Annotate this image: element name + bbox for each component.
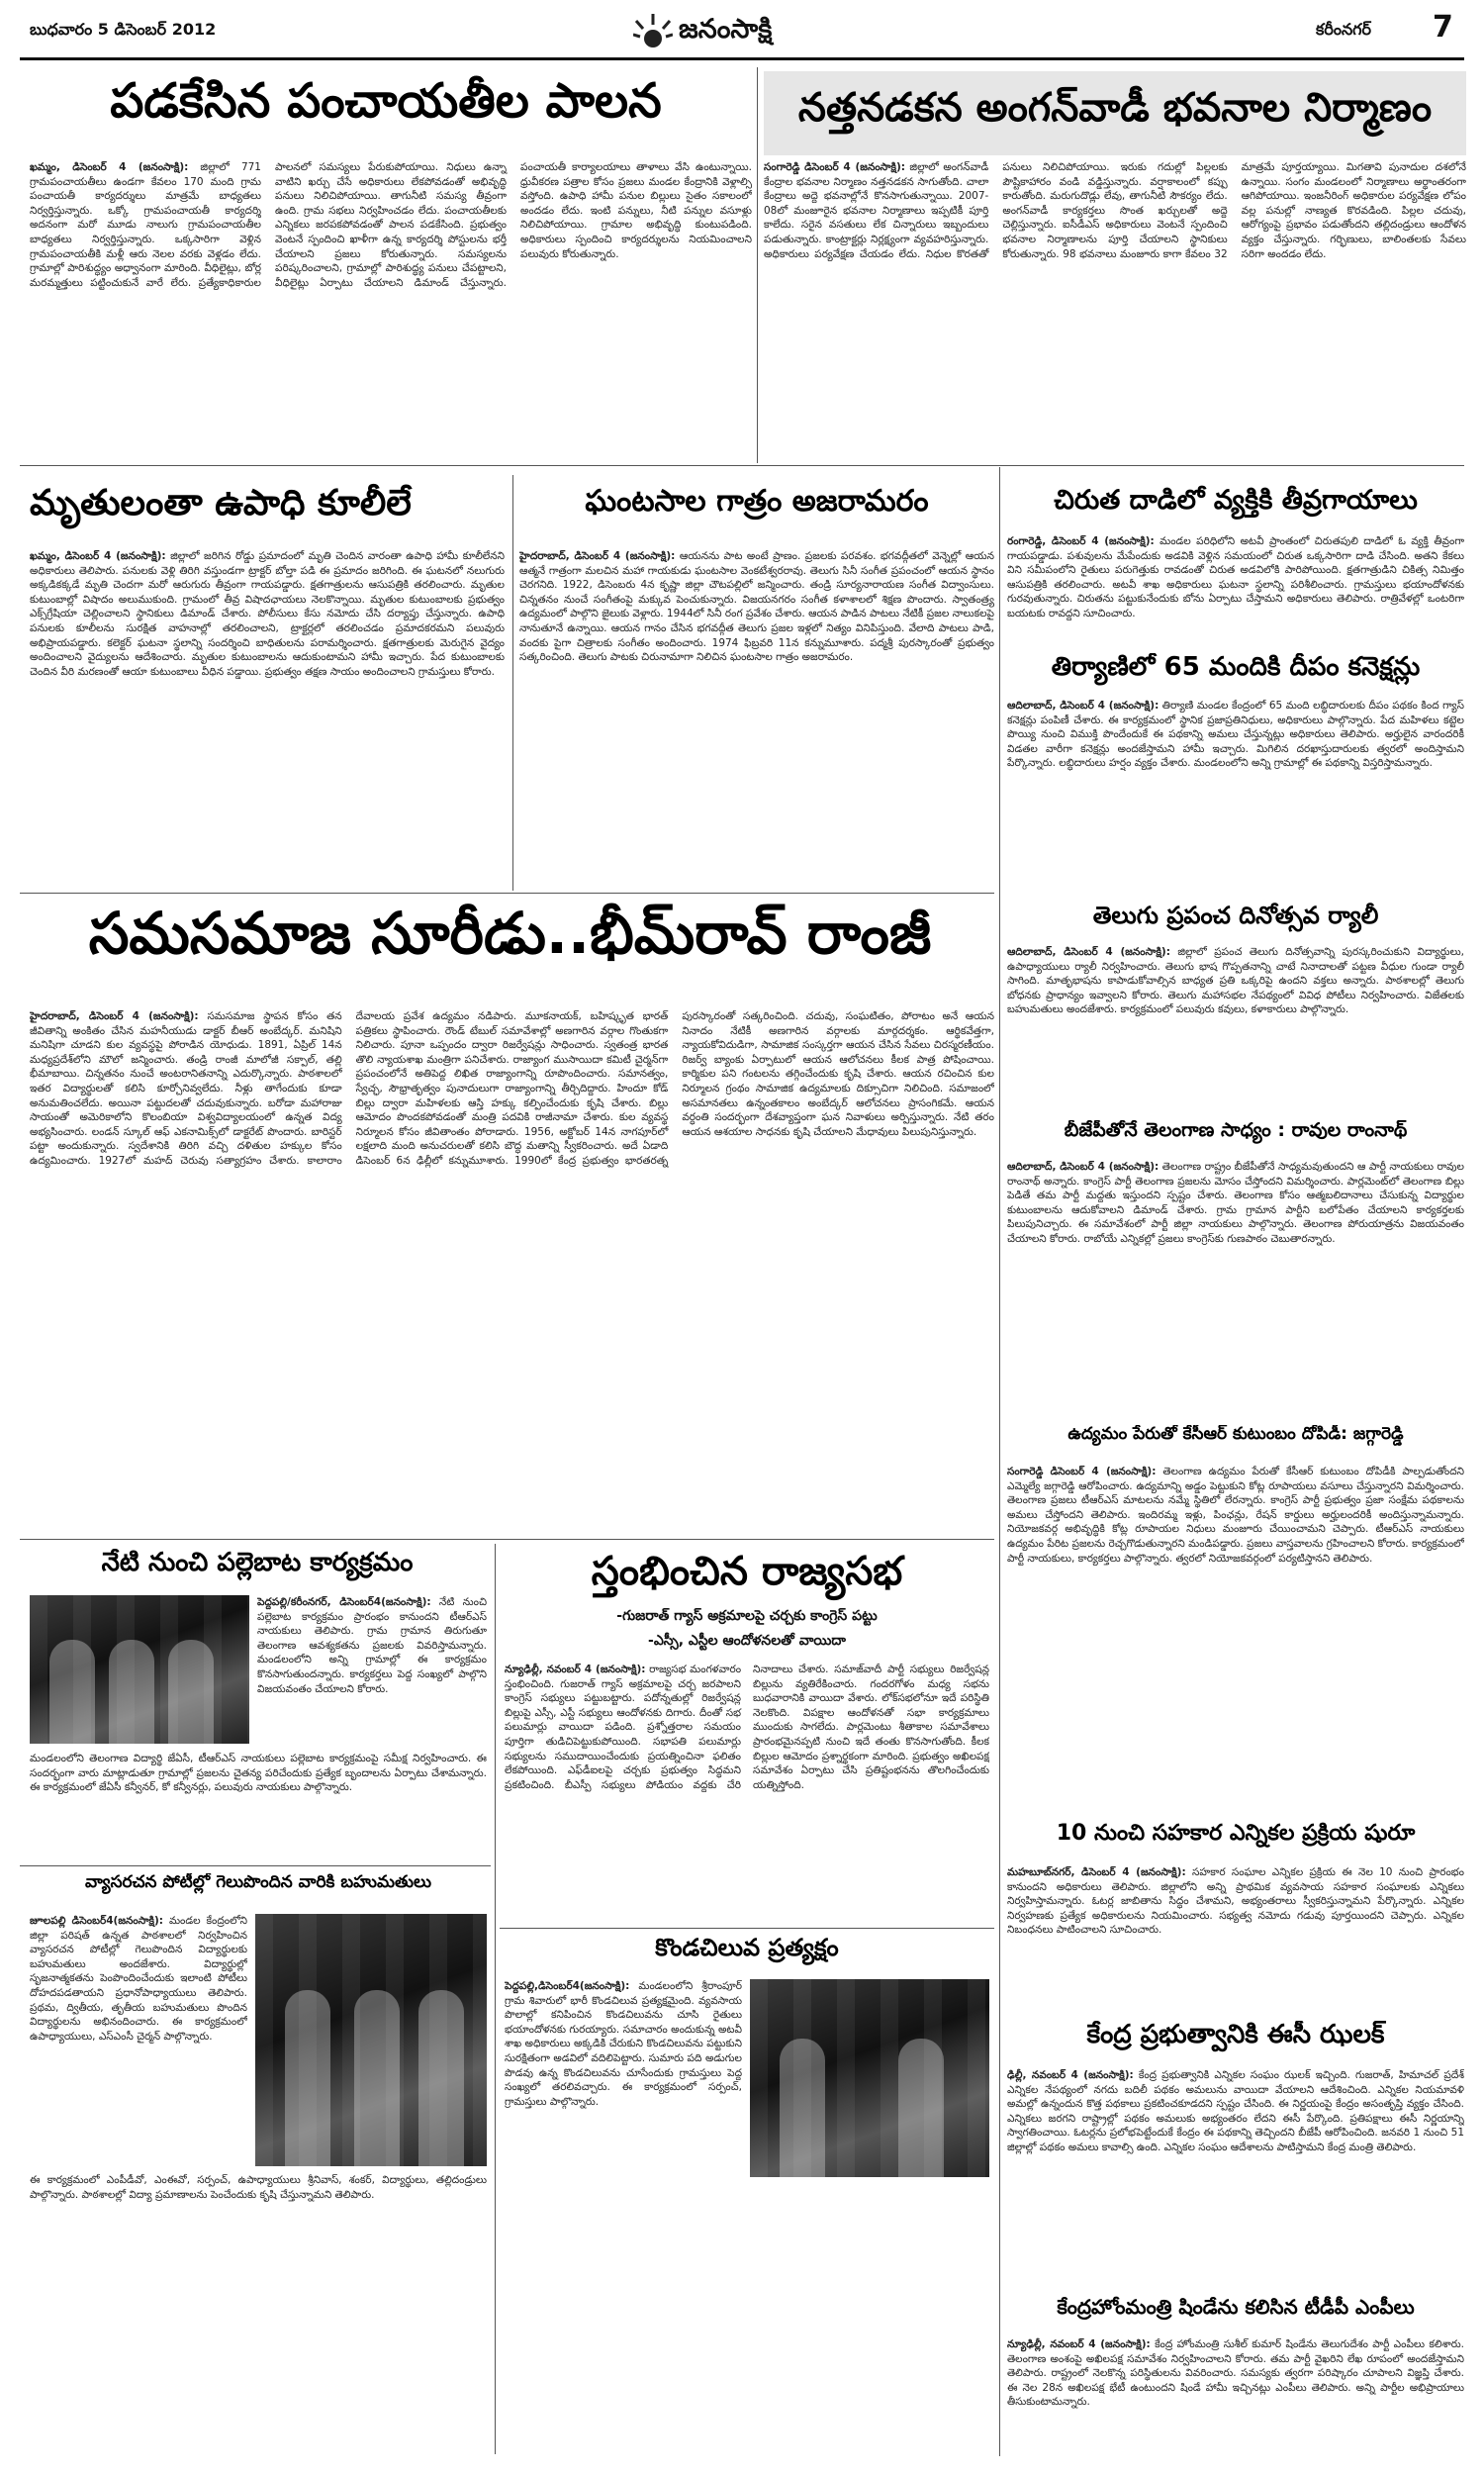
article-headline: పడకేసిన పంచాయతీల పాలన (110, 74, 662, 129)
article-text: జిల్లాలో ప్రపంచ తెలుగు దినోత్సవాన్ని పురస్కరించుకుని విద్యార్థులు, ఉపాధ్యాయులు ర్యాలీ నిర్వహించారు. తెలుగు భాష గొప్పతనాన్ని చాటే నినాదాలతో పట్టణ వీధుల గుండా ర్యాలీ సాగింది. మాతృభాషను కాపాడుకోవాల్సిన బాధ్యత ప్రతి ఒక్కరిపై ఉందని వక్తలు అన్నారు. పాఠశాలల్లో తెలుగు బోధనకు ప్రాధాన్యం ఇవ్వాలని కోరారు. తెలుగు మహాసభల నేపథ్యంలో వివిధ పోటీలు నిర్వహించారు. విజేతలకు బహుమతులు అందజేశారు. కార్యక్రమంలో పలువురు కవులు, కళాకారులు పాల్గొన్నారు. (1007, 946, 1464, 1016)
article-text: జిల్లాలో 771 గ్రామపంచాయతీలు ఉండగా కేవలం 170 మంది గ్రామ పంచాయతీ కార్యదర్శులు మాత్రమే బాధ్యతలు నిర్వర్తిస్తున్నారు. ఒక్కో గ్రామపంచాయతీ కార్యదర్శి అదనంగా మరో మూడు నాలుగు గ్రామపంచాయతీల బాధ్యతలు నిర్వర్తిస్తున్నారు. ఒక్కసారిగా వెళ్లిన గ్రామపంచాయతీకి మళ్లీ ఆరు నెలల వరకు వెళ్లడం లేదు. గ్రామాల్లో పారిశుద్ధ్యం అధ్వానంగా మారింది. వీధిలైట్లు, బోర్ల మరమ్మత్తులు పట్టించుకునే వారే లేరు. ప్రత్యేకాధికారుల పాలనలో సమస్యలు పేరుకుపోయాయి. నిధులు ఉన్నా వాటిని ఖర్చు చేసే అధికారులు లేకపోవడంతో అభివృద్ధి పనులు నిలిచిపోయాయి. తాగునీటి సమస్య తీవ్రంగా ఉంది. గ్రామ సభలు నిర్వహించడం లేదు. పంచాయతీలకు ఎన్నికలు జరపకపోవడంతో పాలన పడకేసింది. ప్రభుత్వం వెంటనే స్పందించి ఖాళీగా ఉన్న కార్యదర్శి పోస్టులను భర్తీ చేయాలని ప్రజలు కోరుతున్నారు. సమస్యలను పరిష్కరించాలని, గ్రామాల్లో పారిశుద్ధ్య పనులు చేపట్టాలని, వీధిలైట్లు ఏర్పాటు చేయాలని డిమాండ్ చేస్తున్నారు. పంచాయతీ కార్యాలయాలు తాళాలు వేసి ఉంటున్నాయి. ధ్రువీకరణ పత్రాల కోసం ప్రజలు మండల కేంద్రానికి వెళ్లాల్సి వస్తోంది. ఉపాధి హామీ పనుల బిల్లులు సైతం సకాలంలో అందడం లేదు. ఇంటి పన్నులు, నీటి పన్నుల వసూళ్లు నిలిచిపోయాయి. గ్రామాల అభివృద్ధి కుంటుపడింది. అధికారులు స్పందించి కార్యదర్శులను నియమించాలని పలువురు కోరుతున్నారు. (30, 161, 752, 289)
article-text: తెలంగాణ ఉద్యమం పేరుతో కేసీఆర్ కుటుంబం దోపిడీకి పాల్పడుతోందని ఎమ్మెల్యే జగ్గారెడ్డి ఆరోపించారు. ఉద్యమాన్ని అడ్డం పెట్టుకుని కోట్ల రూపాయలు వసూలు చేస్తున్నారని విమర్శించారు. తెలంగాణ ప్రజలు టీఆర్ఎస్ మాటలను నమ్మే స్థితిలో లేరన్నారు. కాంగ్రెస్ పార్టీ ప్రభుత్వం ప్రజా సంక్షేమ పథకాలను అమలు చేస్తోందని తెలిపారు. ఇందిరమ్మ ఇళ్లు, పింఛన్లు, రేషన్ కార్డులు అర్హులందరికీ అందిస్తున్నామన్నారు. నియోజకవర్గ అభివృద్ధికి కోట్ల రూపాయల నిధులు మంజూరు చేయించామని చెప్పారు. టీఆర్ఎస్ నాయకులు ఉద్యమం పేరిట ప్రజలను రెచ్చగొడుతున్నారని మండిపడ్డారు. ప్రజలు వాస్తవాలను గ్రహించాలని కోరారు. కార్యక్రమంలో పార్టీ నాయకులు, కార్యకర్తలు పాల్గొన్నారు. త్వరలో నియోజకవర్గంలో పర్యటిస్తానని తెలిపారు. (1007, 1466, 1464, 1565)
page-number: 7 (1433, 10, 1453, 45)
article-headline: నేటి నుంచి పల్లెబాట కార్యక్రమం (101, 1549, 414, 1577)
article-body (257, 1595, 487, 1746)
article-dateline: ఆదిలాబాద్, డిసెంబర్ 4 (జనంసాక్షి): (1007, 946, 1170, 958)
article-text: మండల పరిధిలోని అటవీ ప్రాంతంలో చిరుతపులి దాడిలో ఓ వ్యక్తి తీవ్రంగా గాయపడ్డాడు. పశువులను మేపేందుకు అడవికి వెళ్లిన సమయంలో చిరుత ఒక్కసారిగా దాడి చేసింది. అతని కేకలు విని సమీపంలోని రైతులు పరుగెత్తుకు రావడంతో చిరుత అడవిలోకి పారిపోయింది. క్షతగాత్రుడిని చికిత్స నిమిత్తం ఆసుపత్రికి తరలించారు. అటవీ శాఖ అధికారులు ఘటనా స్థలాన్ని పరిశీలించారు. గ్రామస్తులు భయాందోళనకు గురవుతున్నారు. చిరుతను పట్టుకునేందుకు బోను ఏర్పాటు చేస్తామని అధికారులు తెలిపారు. రాత్రివేళల్లో ఒంటరిగా బయటకు రావద్దని సూచించారు. (1007, 535, 1464, 619)
section-rule (20, 893, 994, 894)
article-body (1007, 534, 1464, 645)
article-dateline: ఆదిలాబాద్, డిసెంబర్ 4 (జనంసాక్షి): (1007, 1161, 1159, 1173)
article-dateline: ఢిల్లీ, నవంబర్ 4 (జనంసాక్షి): (1007, 2069, 1134, 2081)
article-dateline: ఖమ్మం, డిసెంబర్ 4 (జనంసాక్షి): (30, 550, 166, 562)
article-text: తెలంగాణ రాష్ట్రం బీజేపీతోనే సాధ్యమవుతుందని ఆ పార్టీ నాయకులు రావుల రాంనాథ్ అన్నారు. కాంగ్రెస్ పార్టీ తెలంగాణ ప్రజలను మోసం చేస్తోందని విమర్శించారు. పార్లమెంట్‌లో తెలంగాణ బిల్లు పెడితే తమ పార్టీ మద్దతు ఇస్తుందని స్పష్టం చేశారు. తెలంగాణ కోసం ఆత్మబలిదానాలు చేసుకున్న విద్యార్థుల కుటుంబాలను ఆదుకోవాలని డిమాండ్ చేశారు. గ్రామ గ్రామాన పార్టీని బలోపేతం చేయాలని కార్యకర్తలకు పిలుపునిచ్చారు. ఈ సమావేశంలో పార్టీ జిల్లా నాయకులు పాల్గొన్నారు. తెలంగాణ పోరుయాత్రను విజయవంతం చేయాలని కోరారు. రాబోయే ఎన్నికల్లో ప్రజలు కాంగ్రెస్‌కు గుణపాఠం చెబుతారన్నారు. (1007, 1161, 1464, 1245)
article-text: మండల కేంద్రంలోని జిల్లా పరిషత్ ఉన్నత పాఠశాలలో నిర్వహించిన వ్యాసరచన పోటీల్లో గెలుపొందిన విద్యార్థులకు బహుమతులు అందజేశారు. విద్యార్థుల్లో సృజనాత్మకతను పెంపొందించేందుకు ఇలాంటి పోటీలు దోహదపడతాయని ప్రధానోపాధ్యాయులు తెలిపారు. ప్రథమ, ద్వితీయ, తృతీయ బహుమతులు పొందిన విద్యార్థులను అభినందించారు. ఈ కార్యక్రమంలో ఉపాధ్యాయులు, ఎస్‌ఎంసీ చైర్మన్ పాల్గొన్నారు. (30, 1915, 247, 2043)
article-body (30, 1914, 247, 2171)
article-text: సహకార సంఘాల ఎన్నికల ప్రక్రియ ఈ నెల 10 నుంచి ప్రారంభం కానుందని అధికారులు తెలిపారు. జిల్లాలోని అన్ని ప్రాథమిక వ్యవసాయ సహకార సంఘాలకు ఎన్నికలు నిర్వహిస్తామన్నారు. ఓటర్ల జాబితాను సిద్ధం చేశామని, అభ్యంతరాలు స్వీకరిస్తున్నామని పేర్కొన్నారు. ఎన్నికల నిర్వహణకు ప్రత్యేక అధికారులను నియమించారు. సభ్యత్వ నమోదు గడువు పూర్తయిందని చెప్పారు. ఎన్నికల నిబంధనలు పాటించాలని సూచించారు. (1007, 1866, 1464, 1937)
article-headline: కేంద్ర ప్రభుత్వానికి ఈసీ ఝలక్ (1086, 2021, 1385, 2049)
article-text: కేంద్ర ప్రభుత్వానికి ఎన్నికల సంఘం ఝలక్ ఇచ్చింది. గుజరాత్, హిమాచల్ ప్రదేశ్ ఎన్నికల నేపథ్యంలో నగదు బదిలీ పథకం అమలును వాయిదా వేయాలని ఆదేశించింది. ఎన్నికల నియమావళి అమల్లో ఉన్నందున కొత్త పథకాలు ప్రకటించకూడదని స్పష్టం చేసింది. ఈ నిర్ణయంపై కేంద్రం అసంతృప్తి వ్యక్తం చేసింది. ఎన్నికలు జరగని రాష్ట్రాల్లో పథకం అమలుకు అభ్యంతరం లేదని ఈసీ పేర్కొంది. ప్రతిపక్షాలు ఈసీ నిర్ణయాన్ని స్వాగతించాయి. ఓటర్లను ప్రలోభపెట్టేందుకే కేంద్రం ఈ పథకాన్ని తెచ్చిందని బీజేపీ ఆరోపించింది. జనవరి 1 నుంచి 51 జిల్లాల్లో పథకం అమలు కావాల్సి ఉంది. ఎన్నికల సంఘం ఆదేశాలను పాటిస్తామని కేంద్ర మంత్రి తెలిపారు. (1007, 2069, 1464, 2153)
article-dateline: పెద్దపల్లి,డిసెంబర్4(జనంసాక్షి): (505, 1980, 630, 1992)
article-body-continued: మండలంలోని తెలంగాణ విద్యార్థి జేఏసీ, టీఆర్ఎస్ నాయకులు పల్లెబాట కార్యక్రమంపై సమీక్ష నిర్వహించారు. ఈ సందర్భంగా వారు మాట్లాడుతూ గ్రామాల్లో ప్రజలను చైతన్య పరిచేందుకు ప్రత్యేక బృందాలను ఏర్పాటు చేశామన్నారు. ఈ కార్యక్రమంలో జేఏసీ కన్వీనర్, కో కన్వీనర్లు, పలువురు నాయకులు పాల్గొన్నారు. (30, 1753, 487, 1794)
paper-name: జనంసాక్షి (679, 14, 773, 45)
article-headline: 10 నుంచి సహకార ఎన్నికల ప్రక్రియ షురూ (1056, 1821, 1416, 1846)
article-headline: ఘంటసాల గాత్రం అజరామరం (585, 485, 929, 519)
article-body (505, 1979, 742, 2258)
article-dateline: మహబూబ్‌నగర్, డిసెంబర్ 4 (జనంసాక్షి): (1007, 1866, 1186, 1878)
masthead-rule (20, 57, 1464, 60)
article-body (30, 1009, 994, 1534)
article-dateline: సంగారెడ్డి డిసెంబర్ 4 (జనంసాక్షి): (764, 161, 905, 173)
column-divider (512, 475, 513, 891)
article-body (1007, 699, 1464, 897)
prize-distribution-photo (255, 1914, 487, 2166)
article-headline: కేంద్రహోంమంత్రి షిండేను కలిసిన టీడీపీ ఎంపీలు (1057, 2296, 1415, 2319)
article-text: జిల్లాలో అంగన్‌వాడీ కేంద్రాల భవనాల నిర్మాణం నత్తనడకన సాగుతోంది. చాలా కేంద్రాలు అద్దె భవనాల్లోనే కొనసాగుతున్నాయి. 2007-08లో మంజూరైన భవనాల నిర్మాణాలు ఇప్పటికీ పూర్తి కాలేదు. సరైన వసతులు లేక చిన్నారులు ఇబ్బందులు పడుతున్నారు. కాంట్రాక్టర్లు నిర్లక్ష్యంగా వ్యవహరిస్తున్నారు. అధికారులు పర్యవేక్షణ చేయడం లేదు. నిధుల కొరతతో పనులు నిలిచిపోయాయి. ఇరుకు గదుల్లో పిల్లలకు పౌష్టికాహారం వండి వడ్డిస్తున్నారు. వర్షాకాలంలో కప్పు కారుతోంది. మరుగుదొడ్లు లేవు, తాగునీటి సౌకర్యం లేదు. అంగన్‌వాడీ కార్యకర్తలు సొంత ఖర్చులతో అద్దె చెల్లిస్తున్నారు. ఐసీడీఎస్ అధికారులు వెంటనే స్పందించి భవనాల నిర్మాణాలను పూర్తి చేయాలని స్థానికులు కోరుతున్నారు. 98 భవనాలు మంజూరు కాగా కేవలం 32 మాత్రమే పూర్తయ్యాయి. మిగతావి పునాదుల దశలోనే ఉన్నాయి. సంగం మండలంలో నిర్మాణాలు అర్థాంతరంగా ఆగిపోయాయి. ఇంజనీరింగ్ అధికారుల పర్యవేక్షణ లోపం వల్ల పనుల్లో నాణ్యత కొరవడింది. పిల్లల చదువు, ఆరోగ్యంపై ప్రభావం పడుతోందని తల్లిదండ్రులు ఆందోళన వ్యక్తం చేస్తున్నారు. గర్భిణులు, బాలింతలకు సేవలు సరిగా అందడం లేదు. (764, 161, 1466, 260)
article-text: మండలంలోని శ్రీరాంపూర్ గ్రామ శివారులో భారీ కొండచిలువ ప్రత్యక్షమైంది. వ్యవసాయ పొలాల్లో కనిపించిన కొండచిలువను చూసి రైతులు భయాందోళనకు గురయ్యారు. సమాచారం అందుకున్న అటవీ శాఖ అధికారులు అక్కడికి చేరుకుని కొండచిలువను పట్టుకుని సురక్షితంగా అడవిలో వదిలిపెట్టారు. సుమారు పది అడుగుల పొడవు ఉన్న కొండచిలువను చూసేందుకు గ్రామస్తులు పెద్ద సంఖ్యలో తరలివచ్చారు. ఈ కార్యక్రమంలో సర్పంచ్, గ్రామస్తులు పాల్గొన్నారు. (505, 1980, 742, 2108)
python-photo (750, 1979, 989, 2177)
issue-date: బుధవారం 5 డిసెంబర్ 2012 (30, 20, 217, 39)
article-text: తిర్యాణి మండల కేంద్రంలో 65 మంది లబ్ధిదారులకు దీపం పథకం కింద గ్యాస్ కనెక్షన్లు పంపిణీ చేశారు. ఈ కార్యక్రమంలో స్థానిక ప్రజాప్రతినిధులు, అధికారులు పాల్గొన్నారు. పేద మహిళలు కట్టెల పొయ్యి నుంచి విముక్తి పొందేందుకే ఈ పథకాన్ని అమలు చేస్తున్నట్లు అధికారులు తెలిపారు. అర్హులైన వారందరికీ విడతల వారీగా కనెక్షన్లు అందజేస్తామని హామీ ఇచ్చారు. మిగిలిన దరఖాస్తుదారులకు త్వరలో అందిస్తామని పేర్కొన్నారు. లబ్ధిదారులు హర్షం వ్యక్తం చేశారు. మండలంలోని అన్ని గ్రామాల్లో ఈ పథకాన్ని విస్తరిస్తామన్నారు. (1007, 700, 1464, 770)
article-body (1007, 2337, 1464, 2456)
section-rule (500, 1928, 994, 1929)
article-body (505, 1663, 989, 1922)
article-headline: బీజేపీతోనే తెలంగాణ సాధ్యం : రావుల రాంనాథ్ (1064, 1120, 1408, 1141)
article-dateline: ఆదిలాబాద్, డిసెంబర్ 4 (జనంసాక్షి): (1007, 700, 1159, 712)
article-body (764, 160, 1466, 462)
column-divider (757, 67, 758, 463)
article-headline: కొండచిలువ ప్రత్యక్షం (655, 1935, 839, 1961)
article-body (30, 160, 752, 462)
article-dateline: పెద్దపల్లి/కరీంనగర్, డిసెంబర్4(జనంసాక్షి): (257, 1596, 431, 1608)
article-subhead: -గుజరాత్ గ్యాస్ అక్రమాలపై చర్చకు కాంగ్రెస్ పట్టు (616, 1608, 878, 1624)
article-headline: చిరుత దాడిలో వ్యక్తికి తీవ్రగాయాలు (1054, 485, 1418, 516)
article-text: జిల్లాలో జరిగిన రోడ్డు ప్రమాదంలో మృతి చెందిన వారంతా ఉపాధి హామీ కూలీలేనని అధికారులు తెలిపారు. పనులకు వెళ్లి తిరిగి వస్తుండగా ట్రాక్టర్ బోల్తా పడి ఈ ప్రమాదం జరిగింది. ఈ ఘటనలో నలుగురు అక్కడికక్కడే మృతి చెందగా మరో ఆరుగురు తీవ్రంగా గాయపడ్డారు. క్షతగాత్రులను ఆసుపత్రికి తరలించారు. మృతుల కుటుంబాల్లో విషాదం అలుముకుంది. గ్రామంలో తీవ్ర విషాదఛాయలు నెలకొన్నాయి. మృతుల కుటుంబాలకు ప్రభుత్వం ఎక్స్‌గ్రేషియా చెల్లించాలని స్థానికులు డిమాండ్ చేశారు. పోలీసులు కేసు నమోదు చేసి దర్యాప్తు చేస్తున్నారు. ఉపాధి పనులకు కూలీలను సురక్షిత వాహనాల్లో తరలించాలని, ట్రాక్టర్లలో తరలించడం ప్రమాదకరమని పలువురు అభిప్రాయపడ్డారు. కలెక్టర్ ఘటనా స్థలాన్ని సందర్శించి బాధితులను పరామర్శించారు. క్షతగాత్రులకు మెరుగైన వైద్యం అందించాలని వైద్యులను ఆదేశించారు. మృతుల కుటుంబాలను ఆదుకుంటామని హామీ ఇచ్చారు. పేద కుటుంబాలకు చెందిన వీరి మరణంతో ఆయా కుటుంబాలు వీధిన పడ్డాయి. ప్రభుత్వం తక్షణ సాయం అందించాలని గ్రామస్తులు కోరారు. (30, 550, 505, 678)
article-body-continued: ఈ కార్యక్రమంలో ఎంపీడీవో, ఎంఈవో, సర్పంచ్, ఉపాధ్యాయులు శ్రీనివాస్, శంకర్, విద్యార్థులు, తల్లిదండ్రులు పాల్గొన్నారు. పాఠశాలల్లో విద్యా ప్రమాణాలను పెంచేందుకు కృషి చేస్తున్నామని తెలిపారు. (30, 2174, 487, 2201)
edition-name: కరీంనగర్ (1316, 20, 1372, 39)
article-text: సమసమాజ స్థాపన కోసం తన జీవితాన్ని అంకితం చేసిన మహనీయుడు డాక్టర్ బీఆర్ అంబేద్కర్. మనిషిని మనిషిగా చూడని కుల వ్యవస్థపై పోరాడిన యోధుడు. 1891, ఏప్రిల్ 14న మధ్యప్రదేశ్‌లోని మౌలో జన్మించారు. తండ్రి రాంజీ మాలోజీ సక్పాల్, తల్లి భీమాబాయి. చిన్నతనం నుంచే అంటరానితనాన్ని ఎదుర్కొన్నారు. పాఠశాలలో ఇతర విద్యార్థులతో కలిసి కూర్చోనివ్వలేదు. నీళ్లు తాగేందుకు కూడా అనుమతించలేదు. అయినా పట్టుదలతో చదువుకున్నారు. బరోడా మహారాజు సాయంతో అమెరికాలోని కొలంబియా విశ్వవిద్యాలయంలో ఉన్నత విద్య అభ్యసించారు. లండన్ స్కూల్ ఆఫ్ ఎకనామిక్స్‌లో డాక్టరేట్ పొందారు. బారిస్టర్ పట్టా అందుకున్నారు. స్వదేశానికి తిరిగి వచ్చి దళితుల హక్కుల కోసం ఉద్యమించారు. 1927లో మహద్ చెరువు సత్యాగ్రహం చేశారు. కాలారాం దేవాలయ ప్రవేశ ఉద్యమం నడిపారు. మూకనాయక్, బహిష్కృత భారత్ పత్రికలు స్థాపించారు. రౌండ్ టేబుల్ సమావేశాల్లో అణగారిన వర్గాల గొంతుకగా నిలిచారు. పూనా ఒప్పందం ద్వారా రిజర్వేషన్లు సాధించారు. స్వతంత్ర భారత తొలి న్యాయశాఖ మంత్రిగా పనిచేశారు. రాజ్యాంగ ముసాయిదా కమిటీ చైర్మన్‌గా ప్రపంచంలోనే అతిపెద్ద లిఖిత రాజ్యాంగాన్ని రూపొందించారు. సమానత్వం, స్వేచ్ఛ, సౌభ్రాతృత్వం పునాదులుగా రాజ్యాంగాన్ని తీర్చిదిద్దారు. హిందూ కోడ్ బిల్లు ద్వారా మహిళలకు ఆస్తి హక్కు కల్పించేందుకు కృషి చేశారు. బిల్లు ఆమోదం పొందకపోవడంతో మంత్రి పదవికి రాజీనామా చేశారు. కుల వ్యవస్థ నిర్మూలన కోసం జీవితాంతం పోరాడారు. 1956, అక్టోబర్ 14న నాగపూర్‌లో లక్షలాది మంది అనుచరులతో కలిసి బౌద్ధ మతాన్ని స్వీకరించారు. అదే ఏడాది డిసెంబర్ 6న ఢిల్లీలో కన్నుమూశారు. 1990లో కేంద్ర ప్రభుత్వం భారతరత్న పురస్కారంతో సత్కరించింది. చదువు, సంఘటితం, పోరాటం అనే ఆయన నినాదం నేటికీ అణగారిన వర్గాలకు మార్గదర్శకం. ఆర్థికవేత్తగా, న్యాయకోవిదుడిగా, సామాజిక సంస్కర్తగా ఆయన చేసిన సేవలు చిరస్మరణీయం. రిజర్వ్ బ్యాంకు ఏర్పాటులో ఆయన ఆలోచనలు కీలక పాత్ర పోషించాయి. కార్మికుల పని గంటలను తగ్గించేందుకు కృషి చేశారు. ఆయన రచించిన కుల నిర్మూలన గ్రంథం సామాజిక ఉద్యమాలకు దిక్సూచిగా నిలిచింది. సమాజంలో అసమానతలు ఉన్నంతకాలం అంబేద్కర్ ఆలోచనలు ప్రాసంగికమే. ఆయన వర్ధంతి సందర్భంగా దేశవ్యాప్తంగా ఘన నివాళులు అర్పిస్తున్నారు. నేటి తరం ఆయన ఆశయాల సాధనకు కృషి చేయాలని మేధావులు పిలుపునిస్తున్నారు. (30, 1010, 994, 1167)
article-dateline: సంగారెడ్డి డిసెంబర్ 4 (జనంసాక్షి): (1007, 1466, 1157, 1477)
article-headline: వ్యాసరచన పోటీల్లో గెలుపొందిన వారికి బహుమతులు (84, 1873, 431, 1892)
article-body (1007, 945, 1464, 1113)
article-dateline: ఖమ్మం, డిసెంబర్ 4 (జనంసాక్షి): (30, 161, 189, 173)
article-body (519, 549, 994, 886)
sun-rays-emblem-icon (633, 11, 673, 50)
article-dateline: రంగారెడ్డి, డిసెంబర్ 4 (జనంసాక్షి): (1007, 535, 1155, 547)
masthead (0, 0, 1484, 63)
article-headline: స్తంభించిన రాజ్యసభ (591, 1549, 903, 1594)
feature-headline: సమసమాజ సూరీడు..భీమ్‌రావ్ రాంజీ (88, 901, 932, 967)
paper-logo (633, 8, 871, 53)
article-dateline: హైదరాబాద్, డిసెంబర్ 4 (జనంసాక్షి): (519, 550, 676, 562)
column-divider (999, 467, 1000, 2456)
article-dateline: న్యూఢిల్లీ, నవంబర్ 4 (జనంసాక్షి): (1007, 2338, 1151, 2350)
article-subhead: -ఎస్సీ, ఎస్టీల ఆందోళనలతో వాయిదా (648, 1633, 846, 1649)
article-text: కేంద్ర హోంమంత్రి సుశీల్ కుమార్ షిండేను తెలుగుదేశం పార్టీ ఎంపీలు కలిశారు. తెలంగాణ అంశంపై అఖిలపక్ష సమావేశం నిర్వహించాలని కోరారు. తమ పార్టీ వైఖరిని లేఖ రూపంలో అందజేస్తామని తెలిపారు. రాష్ట్రంలో నెలకొన్న పరిస్థితులను వివరించారు. సమస్యకు త్వరగా పరిష్కారం చూపాలని విజ్ఞప్తి చేశారు. ఈ నెల 28న అఖిలపక్ష భేటీ ఉంటుందని షిండే హామీ ఇచ్చినట్లు ఎంపీలు తెలిపారు. అన్ని పార్టీల అభిప్రాయాలు తీసుకుంటామన్నారు. (1007, 2338, 1464, 2409)
article-text: ఆయనను పాట అంటే ప్రాణం. ప్రజలకు పరవశం. భగవద్గీతలో వెన్నెల్లో ఆయన ఆత్మనే గాత్రంగా మలచిన మహా గాయకుడు ఘంటసాల వెంకటేశ్వరరావు. తెలుగు సినీ సంగీత ప్రపంచంలో ఆయన స్థానం చెరగనిది. 1922, డిసెంబరు 4న కృష్ణా జిల్లా చౌటపల్లిలో జన్మించారు. తండ్రి సూర్యనారాయణ సంగీత విద్వాంసులు. చిన్నతనం నుంచే సంగీతంపై మక్కువ పెంచుకున్నారు. విజయనగరం సంగీత కళాశాలలో శిక్షణ పొందారు. స్వాతంత్ర్య ఉద్యమంలో పాల్గొని జైలుకు వెళ్లారు. 1944లో సినీ రంగ ప్రవేశం చేశారు. ఆయన పాడిన పాటలు నేటికీ ప్రజల నాలుకలపై నానుతూనే ఉన్నాయి. ఆయన గానం చేసిన భగవద్గీత తెలుగు ప్రజల ఇళ్లలో నిత్యం వినిపిస్తుంది. వేలాది పాటలు పాడి, వందకు పైగా చిత్రాలకు సంగీతం అందించారు. 1974 ఫిబ్రవరి 11న కన్నుమూశారు. పద్మశ్రీ పురస్కారంతో ప్రభుత్వం సత్కరించింది. తెలుగు పాటకు చిరునామాగా నిలిచిన ఘంటసాల గాత్రం అజరామరం. (519, 550, 994, 664)
article-body (1007, 1160, 1464, 1415)
column-divider (495, 1544, 496, 2454)
section-rule (20, 1865, 491, 1866)
article-text: నేటి నుంచి పల్లెబాట కార్యక్రమం ప్రారంభం కానుందని టీఆర్ఎస్ నాయకులు తెలిపారు. గ్రామ గ్రామాన తిరుగుతూ తెలంగాణ ఆవశ్యకతను ప్రజలకు వివరిస్తామన్నారు. మండలంలోని అన్ని గ్రామాల్లో ఈ కార్యక్రమం కొనసాగుతుందన్నారు. కార్యకర్తలు పెద్ద సంఖ్యలో పాల్గొని విజయవంతం చేయాలని కోరారు. (257, 1596, 487, 1695)
article-body (1007, 2068, 1464, 2286)
article-text: రాజ్యసభ మంగళవారం స్తంభించింది. గుజరాత్ గ్యాస్ అక్రమాలపై చర్చ జరపాలని కాంగ్రెస్ సభ్యులు పట్టుబట్టారు. పదోన్నతుల్లో రిజర్వేషన్ల బిల్లుపై ఎస్సీ, ఎస్టీ సభ్యులు ఆందోళనకు దిగారు. దీంతో సభ పలుమార్లు వాయిదా పడింది. ప్రశ్నోత్తరాల సమయం పూర్తిగా తుడిచిపెట్టుకుపోయింది. సభాపతి పలుమార్లు సభ్యులను సముదాయించేందుకు ప్రయత్నించినా ఫలితం లేకపోయింది. ఎఫ్‌డీఐలపై చర్చకు ప్రభుత్వం సిద్ధమని ప్రకటించింది. బీఎస్పీ సభ్యులు పోడియం వద్దకు చేరి నినాదాలు చేశారు. సమాజ్‌వాదీ పార్టీ సభ్యులు రిజర్వేషన్ల బిల్లును వ్యతిరేకించారు. గందరగోళం మధ్య సభను బుధవారానికి వాయిదా వేశారు. లోక్‌సభలోనూ ఇదే పరిస్థితి నెలకొంది. విపక్షాల ఆందోళనతో సభా కార్యక్రమాలు ముందుకు సాగలేదు. పార్లమెంటు శీతాకాల సమావేశాలు ప్రారంభమైనప్పటి నుంచి ఇదే తంతు కొనసాగుతోంది. కీలక బిల్లుల ఆమోదం ప్రశ్నార్థకంగా మారింది. ప్రభుత్వం అఖిలపక్ష సమావేశం ఏర్పాటు చేసి ప్రతిష్టంభనను తొలగించేందుకు యత్నిస్తోంది. (505, 1664, 989, 1791)
article-body (30, 549, 505, 886)
article-dateline: హైదరాబాద్, డిసెంబర్ 4 (జనంసాక్షి): (30, 1010, 199, 1022)
article-dateline: న్యూఢిల్లీ, నవంబర్ 4 (జనంసాక్షి): (505, 1664, 646, 1675)
article-body (1007, 1865, 1464, 2012)
article-headline: తిర్యాణిలో 65 మందికి దీపం కనెక్షన్లు (1051, 653, 1421, 682)
section-rule (20, 1539, 994, 1540)
article-dateline: జూలపల్లి డిసెంబర్4(జనంసాక్షి): (30, 1915, 164, 1927)
meeting-photo (30, 1595, 249, 1744)
article-headline: నత్తనడకన అంగన్‌వాడీ భవనాల నిర్మాణం (764, 71, 1466, 155)
article-headline: తెలుగు ప్రపంచ దినోత్సవ ర్యాలీ (1092, 903, 1379, 929)
section-rule (20, 465, 1464, 466)
article-body (1007, 1465, 1464, 1811)
article-headline: ఉద్యమం పేరుతో కేసీఆర్ కుటుంబం దోపిడీ: జగ్గారెడ్డి (1067, 1425, 1404, 1444)
article-headline: మృతులంతా ఉపాధి కూలీలే (30, 483, 412, 523)
